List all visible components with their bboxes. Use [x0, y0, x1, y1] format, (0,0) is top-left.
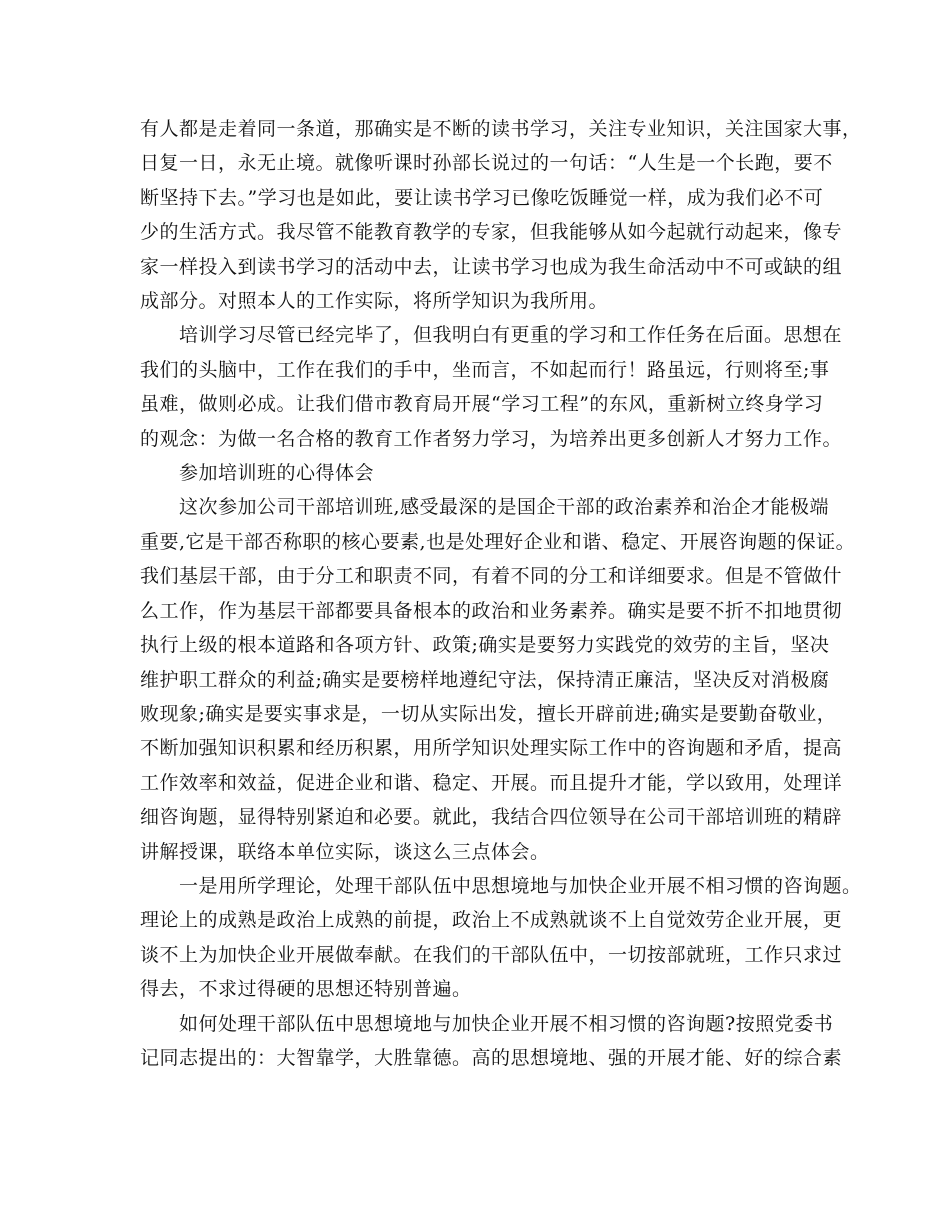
text-line: 记同志提出的：大智靠学，大胜靠德。高的思想境地、强的开展才能、好的综合素: [140, 1046, 843, 1069]
paragraph-start: 培训学习尽管已经完毕了，但我明白有更重的学习和工作任务在后面。思想在: [140, 324, 843, 347]
text-line: 败现象;确实是要实事求是，一切从实际出发，擅长开辟前进;确实是要勤奋敬业，: [140, 702, 837, 725]
text-line: 虽难，做则必成。让我们借市教育局开展“学习工程”的东风，重新树立终身学习: [140, 393, 824, 416]
document-body: [140, 112, 862, 1075]
text-line: 断坚持下去。”学习也是如此，要让读书学习已像吃饭睡觉一样，成为我们必不可: [140, 186, 824, 209]
text-line: 重要,它是干部否称职的核心要素,也是处理好企业和谐、稳定、开展咨询题的保证。: [140, 530, 856, 553]
text-line: 细咨询题，显得特别紧迫和必要。就此，我结合四位领导在公司干部培训班的精辟: [140, 806, 843, 829]
text-line: 家一样投入到读书学习的活动中去，让读书学习也成为我生命活动中不可或缺的组: [140, 255, 843, 278]
text-line: 少的生活方式。我尽管不能教育教学的专家，但我能够从如今起就行动起来，像专: [140, 221, 843, 244]
text-line: 理论上的成熟是政治上成熟的前提，政治上不成熟就谈不上自觉效劳企业开展，更: [140, 909, 843, 932]
text-line: 我们基层干部，由于分工和职责不同，有着不同的分工和详细要求。但是不管做什: [140, 565, 843, 588]
text-line: 不断加强知识积累和经历积累，用所学知识处理实际工作中的咨询题和矛盾，提高: [140, 737, 843, 760]
paragraph-start: 一是用所学理论，处理干部队伍中思想境地与加快企业开展不相习惯的咨询题。: [140, 874, 862, 897]
text-line: 我们的头脑中，工作在我们的手中，坐而言，不如起而行！路虽远，行则将至;事: [140, 358, 830, 381]
text-line: 的观念：为做一名合格的教育工作者努力学习，为培养出更多创新人才努力工作。: [140, 427, 843, 450]
text-line: 工作效率和效益，促进企业和谐、稳定、开展。而且提升才能，学以致用，处理详: [140, 771, 843, 794]
text-line: 有人都是走着同一条道，那确实是不断的读书学习，关注专业知识，关注国家大事，: [140, 118, 862, 140]
text-line: 讲解授课，联络本单位实际，谈这么三点体会。: [140, 840, 550, 863]
text-line: 么工作，作为基层干部都要具备根本的政治和业务素养。确实是要不折不扣地贯彻: [140, 599, 843, 622]
text-line: 成部分。对照本人的工作实际，将所学知识为我所用。: [140, 290, 609, 313]
text-line: 谈不上为加快企业开展做奉献。在我们的干部队伍中，一切按部就班，工作只求过: [140, 943, 843, 966]
text-line: 得去，不求过得硬的思想还特别普遍。: [140, 978, 472, 1001]
paragraph-start: 这次参加公司干部培训班,感受最深的是国企干部的政治素养和治企才能极端: [140, 496, 830, 519]
paragraph-start: 如何处理干部队伍中思想境地与加快企业开展不相习惯的咨询题?按照党委书: [140, 1012, 834, 1035]
section-heading: 参加培训班的心得体会: [140, 462, 375, 485]
text-line: 维护职工群众的利益;确实是要榜样地遵纪守法，保持清正廉洁，坚决反对消极腐: [140, 668, 830, 691]
text-line: 日复一日，永无止境。就像听课时孙部长说过的一句话：“人生是一个长跑，要不: [140, 152, 833, 175]
text-line: 执行上级的根本道路和各项方针、政策;确实是要努力实践党的效劳的主旨，坚决: [140, 634, 830, 657]
